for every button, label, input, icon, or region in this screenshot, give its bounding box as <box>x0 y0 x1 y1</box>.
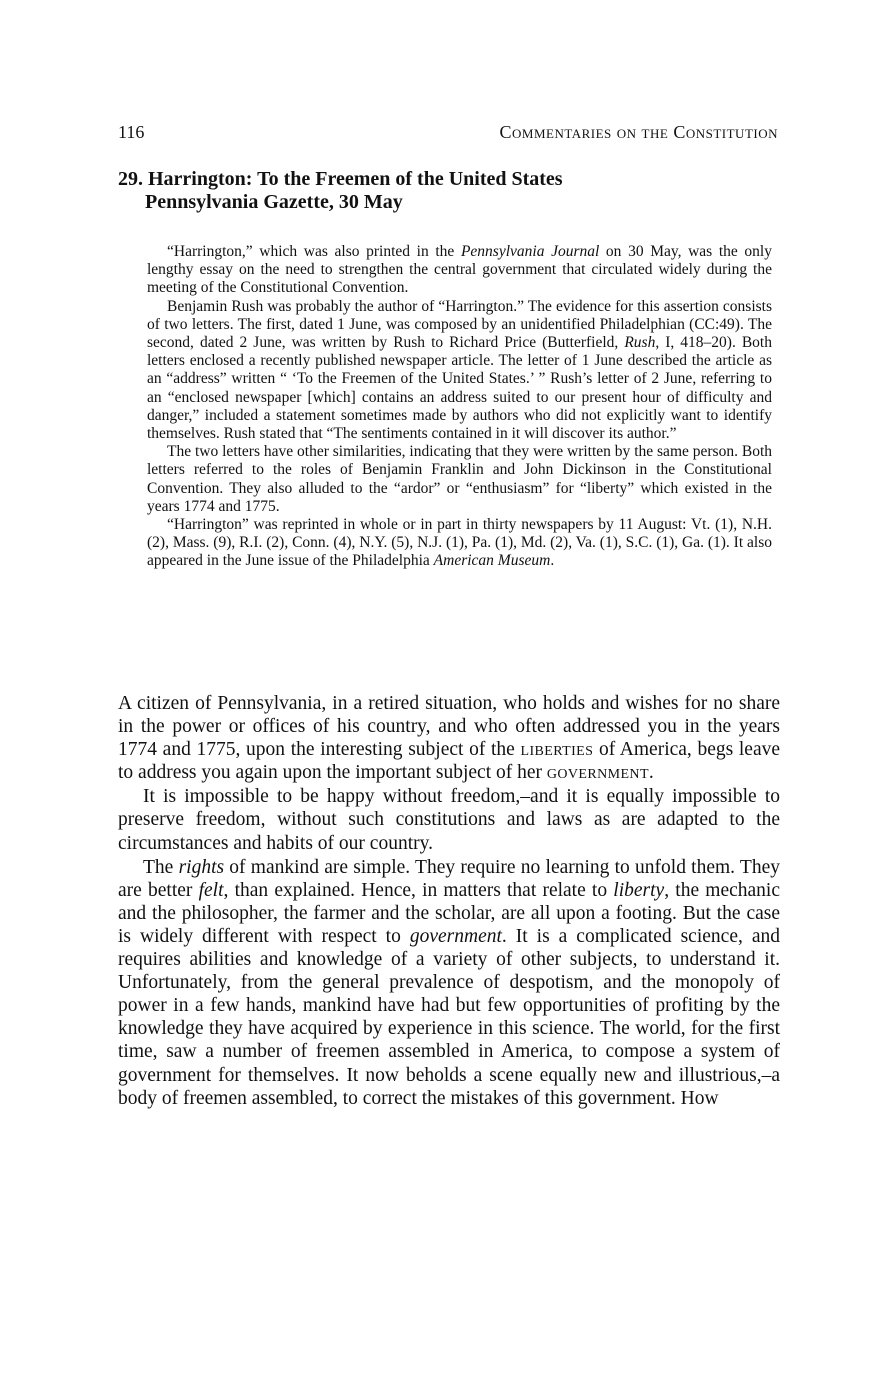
essay-paragraph: It is impossible to be happy without freedom,–and it is equally impossible to preserve freedom, without such constitutions and laws as are adapted to the circumstances and habits of our country. <box>118 786 780 854</box>
heading-source: Pennsylvania Gazette, 30 May <box>145 191 403 213</box>
page-number: 116 <box>118 122 145 142</box>
headnote-paragraph: “Harrington” was reprinted in whole or in part in thirty newspapers by 11 August: Vt. (1), N.H. (2), Mass. (9), R.I. (2), Conn. (4), N.Y. (5), N.J. (1), Pa. (1), Md. (2), Va. (1), S.C. (1), Ga. (1). It also appeared in the June issue of the Philadelphia American Museum. <box>147 516 772 570</box>
essay-paragraph: A citizen of Pennsylvania, in a retired situation, who holds and wishes for no share in the power or offices of his country, and who often addressed you in the years 1774 and 1775, upon the interesting subject of the liberties of America, begs leave to address you again upon the important subject of her government. <box>118 693 781 784</box>
running-head <box>118 122 778 146</box>
document-heading <box>118 168 778 214</box>
heading-title: 29. Harrington: To the Freemen of the United States <box>118 168 563 190</box>
headnote-paragraph: The two letters have other similarities, indicating that they were written by the same person. Both letters referred to the roles of Benjamin Franklin and John Dickinson in the Constitutional Convention. They also alluded to the “ardor” or “enthusiasm” for “liberty” which existed in the years 1774 and 1775. <box>147 443 772 515</box>
headnote <box>147 243 772 571</box>
headnote-paragraph: “Harrington,” which was also printed in the Pennsylvania Journal on 30 May, was the only lengthy essay on the need to strengthen the central government that circulated widely during the meeting of the Constitutional Convention. <box>147 243 772 297</box>
essay-text <box>118 692 780 1110</box>
headnote-paragraph: Benjamin Rush was probably the author of “Harrington.” The evidence for this assertion consists of two letters. The first, dated 1 June, was composed by an unidentified Philadelphian (CC:49). The second, dated 2 June, was written by Rush to Richard Price (Butterfield, Rush, I, 418–20). Both letters enclosed a recently published newspaper article. The letter of 1 June described the article as an “address” written “ ‘To the Freemen of the United States.’ ” Rush’s letter of 2 June, referring to an “enclosed newspaper [which] contains an address suited to our present hour of difficulty and danger,” included a statement sometimes made by authors who did not explicitly want to identify themselves. Rush stated that “The sentiments contained in it will discover its author.” <box>147 297 772 443</box>
running-title: Commentaries on the Constitution <box>499 122 778 142</box>
essay-paragraph: The rights of mankind are simple. They require no learning to unfold them. They are better felt, than explained. Hence, in matters that relate to liberty, the mechanic and the philosopher, the farmer and the scholar, are all upon a footing. But the case is widely different with respect to government. It is a complicated science, and requires abilities and knowledge of a variety of other subjects, to understand it. Unfortunately, from the general prevalence of despotism, and the monopoly of power in a few hands, mankind have had but few opportunities of profiting by the knowledge they have acquired by experience in this science. The world, for the first time, saw a number of freemen assembled in America, to compose a system of government for themselves. It now beholds a scene equally new and illustrious,–a body of freemen assembled, to correct the mistakes of this government. How <box>118 856 780 1109</box>
